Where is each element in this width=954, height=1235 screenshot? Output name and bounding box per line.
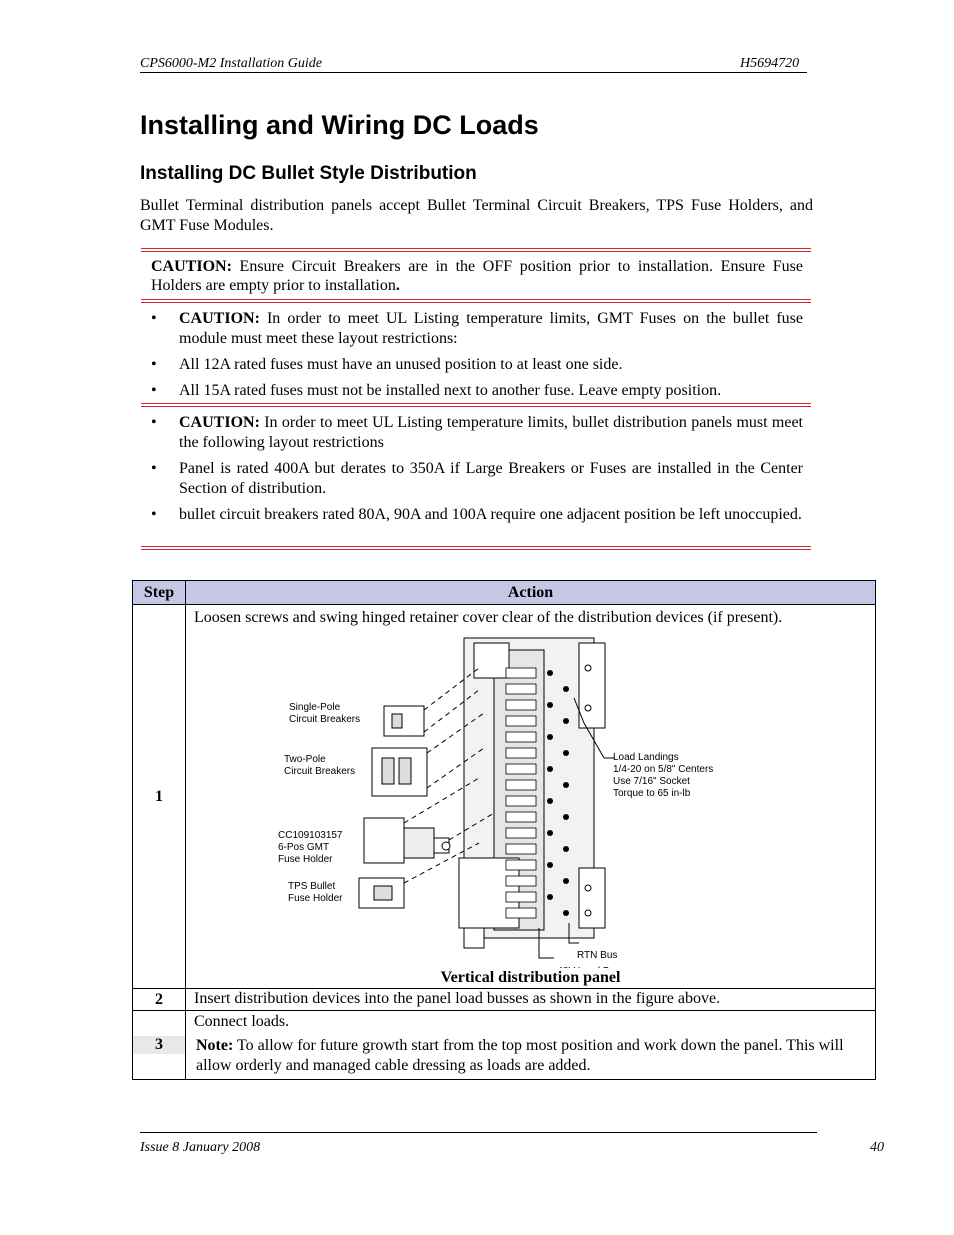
- list-item-label: CAUTION:: [179, 310, 260, 327]
- caution-label: CAUTION:: [151, 258, 232, 275]
- step-note: [194, 1036, 867, 1076]
- step-number-value: 3: [133, 1036, 185, 1054]
- step-action: Insert distribution devices into the panel load busses as shown in the figure above.: [186, 989, 876, 1011]
- step-action-text: Connect loads.: [194, 1013, 290, 1030]
- bullet-icon: •: [151, 506, 157, 523]
- list-item: [151, 309, 803, 349]
- caution-rule-lower: [141, 403, 811, 407]
- label-gmt-1: CC109103157: [278, 830, 343, 841]
- footer-page-number: 40: [870, 1140, 884, 1155]
- section-title: Installing DC Bullet Style Distribution: [140, 163, 477, 184]
- caution-text: Ensure Circuit Breakers are in the OFF position prior to installation. Ensure Fuse Holders are empty prior to installation: [151, 258, 803, 294]
- header-doc-number: H5694720: [740, 56, 800, 71]
- column-header-step: Step: [133, 581, 186, 605]
- tps-fuse-holder: [359, 878, 404, 908]
- caution-end: .: [395, 277, 400, 294]
- note-label: Note:: [196, 1037, 234, 1054]
- two-pole-breaker: [372, 748, 427, 796]
- list-item-text: Panel is rated 400A but derates to 350A if Large Breakers or Fuses are installed in the Center Section of distribution.: [179, 460, 803, 497]
- label-two-pole-2: Circuit Breakers: [284, 766, 356, 777]
- label-two-pole-1: Two-Pole: [284, 754, 326, 765]
- list-item-text: All 12A rated fuses must have an unused position to at least one side.: [179, 356, 623, 373]
- label-load-landings-4: Torque to 65 in-lb: [613, 788, 691, 799]
- step-action: [186, 1011, 876, 1080]
- panel-restrictions-list: [151, 413, 803, 525]
- bullet-icon: •: [151, 310, 157, 327]
- table-header-row: [133, 581, 876, 605]
- page-title: Installing and Wiring DC Loads: [140, 110, 539, 140]
- footer-rule: [140, 1132, 817, 1133]
- list-item-label: CAUTION:: [179, 414, 260, 431]
- bullet-icon: •: [151, 460, 157, 477]
- label-tps-1: TPS Bullet: [288, 881, 336, 892]
- label-single-pole-2: Circuit Breakers: [289, 714, 361, 725]
- table-row: [133, 1011, 876, 1080]
- list-item: [151, 505, 803, 525]
- caution-rule-mid: [141, 299, 811, 303]
- figure-caption: Vertical distribution panel: [440, 969, 621, 986]
- step-action: [186, 605, 876, 989]
- label-load-bus: [554, 966, 620, 968]
- label-rtn-bus: RTN Bus: [577, 950, 618, 961]
- intro-paragraph: Bullet Terminal distribution panels accept Bullet Terminal Circuit Breakers, TPS Fuse Holders, and GMT Fuse Modules.: [140, 197, 813, 234]
- label-gmt-2: 6-Pos GMT: [278, 842, 330, 853]
- bullet-icon: •: [151, 414, 157, 431]
- gmt-restrictions-list: [151, 309, 803, 401]
- note-text: To allow for future growth start from the top most position and work down the panel. This will allow orderly and managed cable dressing as loads are added.: [196, 1037, 844, 1074]
- label-single-pole-1: Single-Pole: [289, 702, 341, 713]
- gmt-fuse-holder: [364, 818, 450, 863]
- list-item: [151, 413, 803, 453]
- distribution-panel-diagram: [194, 628, 867, 968]
- label-gmt-3: Fuse Holder: [278, 854, 333, 865]
- footer-issue: Issue 8 January 2008: [140, 1140, 261, 1155]
- list-item-text: bullet circuit breakers rated 80A, 90A and 100A require one adjacent position be left unoccupied.: [179, 506, 802, 523]
- column-header-action: Action: [186, 581, 876, 605]
- list-item: [151, 355, 803, 375]
- bullet-icon: •: [151, 382, 157, 399]
- caution-box: [151, 257, 803, 295]
- list-item: [151, 459, 803, 499]
- list-item-text: In order to meet UL Listing temperature limits, GMT Fuses on the bullet fuse module must meet these layout restrictions:: [179, 310, 803, 347]
- steps-table: [132, 580, 876, 1080]
- caution-rule-top: [141, 248, 811, 252]
- step-number: [133, 1011, 186, 1080]
- label-load-landings-2: 1/4-20 on 5/8" Centers: [613, 764, 714, 775]
- single-pole-breaker: [384, 706, 424, 736]
- step-number: 2: [133, 989, 186, 1011]
- bullet-icon: •: [151, 356, 157, 373]
- header-guide-title: CPS6000-M2 Installation Guide: [140, 56, 322, 71]
- header-rule: [140, 72, 807, 73]
- table-row: [133, 605, 876, 989]
- distribution-panel-figure: [194, 628, 867, 968]
- list-item-text: All 15A rated fuses must not be installed next to another fuse. Leave empty position.: [179, 382, 722, 399]
- step-number: 1: [133, 605, 186, 989]
- list-item-text: In order to meet UL Listing temperature limits, bullet distribution panels must meet the following layout restrictions: [179, 414, 803, 451]
- label-tps-2: Fuse Holder: [288, 893, 343, 904]
- step-action-text: Loosen screws and swing hinged retainer cover clear of the distribution devices (if present).: [194, 609, 783, 626]
- table-row: [133, 989, 876, 1011]
- label-load-landings-1: Load Landings: [613, 752, 679, 763]
- label-load-landings-3: Use 7/16" Socket: [613, 776, 690, 787]
- caution-rule-bottom: [141, 546, 811, 550]
- list-item: [151, 381, 803, 401]
